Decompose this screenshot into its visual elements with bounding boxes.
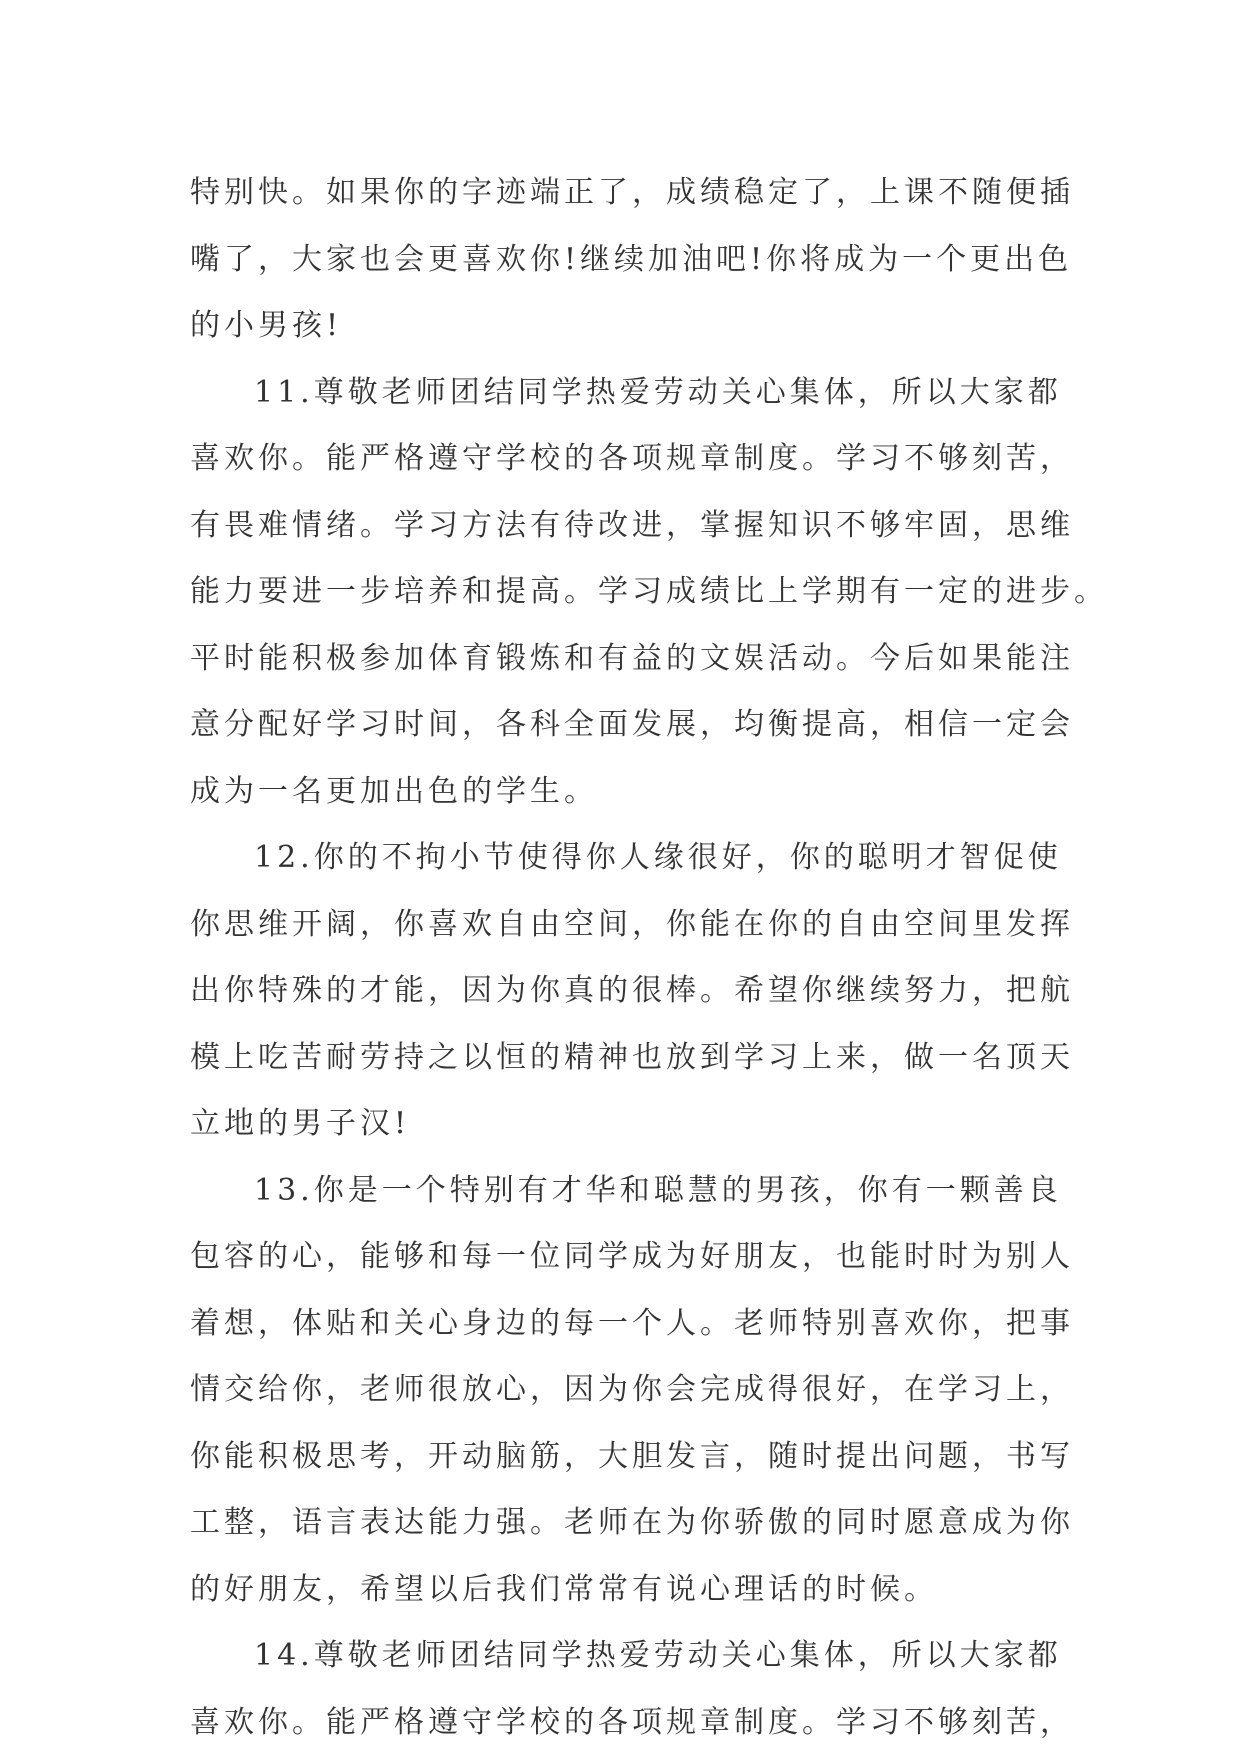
- text-line: 特别快。如果你的字迹端正了，成绩稳定了，上课不随便插: [190, 160, 1050, 227]
- text-line: 的好朋友，希望以后我们常常有说心理话的时候。: [190, 1557, 1050, 1624]
- text-line: 的小男孩!: [190, 293, 1050, 360]
- text-line: 情交给你，老师很放心，因为你会完成得很好，在学习上，: [190, 1357, 1050, 1424]
- text-line: 喜欢你。能严格遵守学校的各项规章制度。学习不够刻苦，: [190, 1690, 1050, 1756]
- paragraph-first-line: 11.尊敬老师团结同学热爱劳动关心集体，所以大家都: [190, 360, 1050, 427]
- document-body: [190, 160, 1050, 1756]
- paragraph-first-line: 14.尊敬老师团结同学热爱劳动关心集体，所以大家都: [190, 1623, 1050, 1690]
- text-line: 出你特殊的才能，因为你真的很棒。希望你继续努力，把航: [190, 958, 1050, 1025]
- text-line: 能力要进一步培养和提高。学习成绩比上学期有一定的进步。: [190, 559, 1050, 626]
- text-line: 你能积极思考，开动脑筋，大胆发言，随时提出问题，书写: [190, 1424, 1050, 1491]
- text-line: 工整，语言表达能力强。老师在为你骄傲的同时愿意成为你: [190, 1490, 1050, 1557]
- text-line: 模上吃苦耐劳持之以恒的精神也放到学习上来，做一名顶天: [190, 1025, 1050, 1092]
- text-line: 有畏难情绪。学习方法有待改进，掌握知识不够牢固，思维: [190, 493, 1050, 560]
- text-line: 立地的男子汉!: [190, 1091, 1050, 1158]
- text-line: 意分配好学习时间，各科全面发展，均衡提高，相信一定会: [190, 692, 1050, 759]
- text-line: 你思维开阔，你喜欢自由空间，你能在你的自由空间里发挥: [190, 892, 1050, 959]
- text-line: 喜欢你。能严格遵守学校的各项规章制度。学习不够刻苦，: [190, 426, 1050, 493]
- text-line: 成为一名更加出色的学生。: [190, 759, 1050, 826]
- text-line: 包容的心，能够和每一位同学成为好朋友，也能时时为别人: [190, 1224, 1050, 1291]
- text-line: 平时能积极参加体育锻炼和有益的文娱活动。今后如果能注: [190, 626, 1050, 693]
- text-line: 着想，体贴和关心身边的每一个人。老师特别喜欢你，把事: [190, 1291, 1050, 1358]
- paragraph-first-line: 13.你是一个特别有才华和聪慧的男孩，你有一颗善良: [190, 1158, 1050, 1225]
- paragraph-first-line: 12.你的不拘小节使得你人缘很好，你的聪明才智促使: [190, 825, 1050, 892]
- text-line: 嘴了，大家也会更喜欢你!继续加油吧!你将成为一个更出色: [190, 227, 1050, 294]
